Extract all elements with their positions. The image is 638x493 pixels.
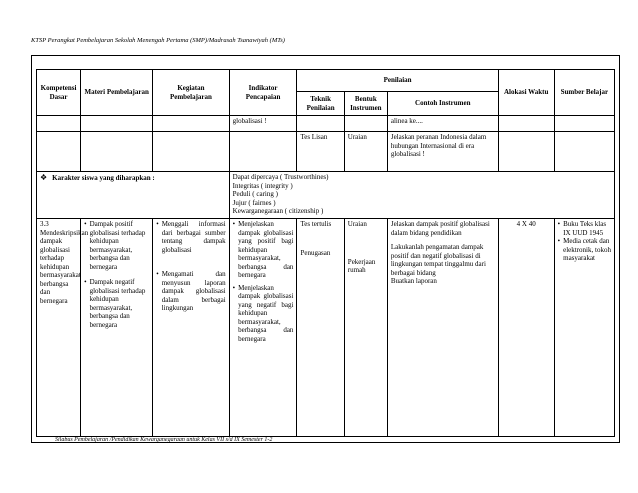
cell-kompetensi: 3.3 Mendeskripsikan dampak globalisasi terhadap kehidupan bermasyarakat berbangsa dan bernegara xyxy=(37,219,81,437)
col-header-indikator: Indikator Pencapaian xyxy=(229,70,297,116)
list-item: • Dampak negatif globalisasi terhadap kehidupan bermasyarakat, berbangsa dan bernegara xyxy=(84,278,146,329)
cell-kegiatan xyxy=(153,219,229,437)
col-header-penilaian: Penilaian xyxy=(297,70,498,92)
cell-contoh-cont: alinea ke.... xyxy=(387,116,498,132)
col-header-alokasi: Alokasi Waktu xyxy=(498,70,554,116)
list-item: • Dampak positif globalisasi terhadap kehidupan bermasyarakat, berbangsa dan bernegara xyxy=(84,220,146,271)
col-header-contoh: Contoh Instrumen xyxy=(387,92,498,116)
karakter-item: Integritas ( integrity ) xyxy=(232,181,293,190)
list-item: • Menggali informasi dari berbagai sumber tentang dampak globalisasi xyxy=(156,220,226,254)
list-item: • Mengamati dan menyusun laporan dampak globalisasi dalam berbagai lingkungan xyxy=(156,270,226,313)
col-header-materi: Materi Pembelajaran xyxy=(81,70,153,116)
karakter-item: Dapat dipercaya ( Trustworthines) xyxy=(232,173,329,181)
cell-teknik: Tes tertulis Penugasan xyxy=(297,219,344,437)
list-item: • Menjelaskan dampak globalisasi yang positif bagi kehidupan bermasyarakat, berbangsa dan bernegara xyxy=(232,220,294,280)
karakter-item: Jujur ( fairnes ) xyxy=(232,198,276,207)
col-header-sumber: Sumber Belajar xyxy=(554,70,614,116)
col-header-teknik: Teknik Penilaian xyxy=(297,92,344,116)
cell-bentuk-uraian: Uraian xyxy=(344,132,387,172)
cell-indikator-cont: globalisasi ! xyxy=(229,116,297,132)
karakter-row xyxy=(37,172,615,219)
cell-alokasi: 4 X 40 xyxy=(498,219,554,437)
cell-materi xyxy=(81,219,153,437)
karakter-item: Kewarganegaraan ( citizenship ) xyxy=(232,207,324,216)
cell-sumber xyxy=(554,219,614,437)
table-row-continuation-1 xyxy=(37,116,615,132)
karakter-list xyxy=(229,172,614,219)
table-row-3-3 xyxy=(37,219,615,437)
karakter-label-cell xyxy=(37,172,230,219)
list-item: • Media cetak dan elektronik, tokoh masyarakat xyxy=(557,237,611,263)
diamond-bullet-icon: ❖ xyxy=(40,173,48,182)
list-item: • Buku Teks klas IX UUD 1945 xyxy=(557,220,607,237)
cell-contoh: Jelaskan dampak positif globalisasi dalam bidang pendidikan Lakukanlah pengamatan dampak positif dan negatif globalisasi di lingkungan tempat tinggalmu dari berbagai bidang Buatkan laporan xyxy=(387,219,498,437)
col-header-bentuk: Bentuk Instrumen xyxy=(344,92,387,116)
cell-contoh-peranan: Jelaskan peranan Indonesia dalam hubungan Internasional di era globalisasi ! xyxy=(387,132,498,172)
syllabus-table xyxy=(36,69,615,437)
cell-indikator xyxy=(229,219,297,437)
table-row-continuation-2 xyxy=(37,132,615,172)
page-footer: Silabus Pembelajaran /Pendidikan Kewarganegaraan untuk Kelas VII s/d IX Semester 1-2 xyxy=(55,437,273,443)
list-item: • Menjelaskan dampak globalisasi yang negatif bagi kehidupan bermasyarakat, berbangsa dan bernegara xyxy=(232,283,294,343)
cell-bentuk: Uraian Pekerjaan rumah xyxy=(344,219,387,437)
page-header: KTSP Perangkat Pembelajaran Sekolah Menengah Pertama (SMP)/Madrasah Tsanawiyah (MTs) xyxy=(31,37,285,44)
karakter-item: Peduli ( caring ) xyxy=(232,190,278,199)
col-header-kompetensi: Kompetensi Dasar xyxy=(37,70,81,116)
col-header-kegiatan: Kegiatan Pembelajaran xyxy=(153,70,229,116)
karakter-label: Karakter siswa yang diharapkan : xyxy=(52,174,155,182)
cell-teknik-lisan: Tes Lisan xyxy=(297,132,344,172)
